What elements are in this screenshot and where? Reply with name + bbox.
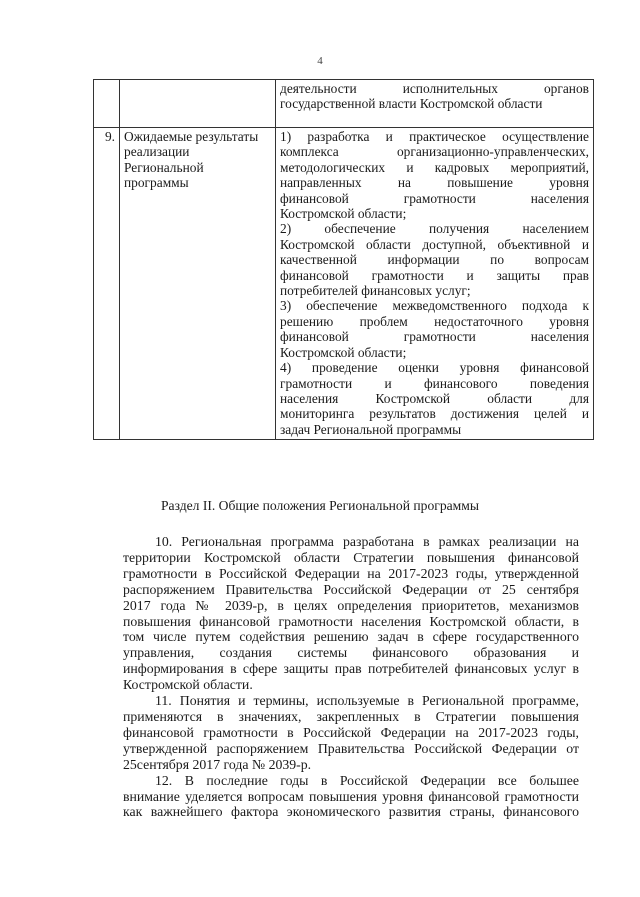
text-line: 10. Региональная программа разработана в рамках реализации на [155, 534, 579, 549]
text-line: повышения финансовой грамотности населения Костромской области, в [123, 613, 579, 629]
row-value-cell [276, 80, 594, 128]
cell-line: Костромской области; [280, 206, 407, 222]
text-line: управления, создания системы финансового образования и [123, 645, 579, 661]
program-passport-table [93, 79, 594, 440]
cell-line: мониторинга результатов достижения целей и [280, 406, 589, 422]
cell-line: комплекса организационно-управленческих, [280, 144, 589, 160]
paragraph-12 [123, 773, 579, 821]
paragraph-11 [123, 693, 579, 773]
cell-line: населения Костромской области для [280, 390, 589, 406]
cell-line: финансовой грамотности населения [280, 190, 589, 206]
row-number-cell: 9. [94, 128, 120, 440]
row-name-cell [120, 128, 276, 440]
row-value-cell [276, 128, 594, 440]
text-line: том числе путем содействия решению задач в сфере государственного [123, 629, 579, 645]
text-line: финансовой грамотности в Российской Федерации на 2017-2023 годы, [123, 724, 579, 740]
text-line: 2017 года № 2039-р, в целях определения приоритетов, механизмов [123, 597, 579, 613]
row-name-cell [120, 80, 276, 128]
page-number: 4 [317, 55, 323, 67]
text-line: 11. Понятия и термины, используемые в Региональной программе, [155, 693, 579, 709]
row-name-line: Региональной [124, 159, 204, 175]
text-line: 12. В последние годы в Российской Федерации все большее [155, 772, 579, 788]
text-line: информирования в сфере защиты прав потребителей финансовых услуг в [123, 661, 579, 677]
cell-line: 1) разработка и практическое осуществление [280, 129, 589, 144]
cell-line: государственной власти Костромской области [280, 96, 543, 112]
text-line: 25сентября 2017 года № 2039-р. [123, 756, 312, 772]
cell-line: 2) обеспечение получения населением [280, 221, 589, 237]
cell-line: финансовой грамотности и защиты прав [280, 267, 589, 283]
cell-line: методологических и кадровых мероприятий, [280, 159, 589, 175]
row-name-line: программы [124, 175, 189, 191]
table-row-9 [94, 128, 594, 440]
text-line: применяются в значениях, закрепленных в Стратегии повышения [123, 708, 579, 724]
cell-line: задач Региональной программы [280, 421, 462, 437]
text-line: утвержденной распоряжением Правительства Российской Федерации от [123, 740, 579, 756]
text-line: внимание уделяется вопросам повышения уровня финансовой грамотности [123, 788, 579, 804]
row-name-line: Ожидаемые результаты [124, 129, 259, 144]
cell-line: грамотности и финансового поведения [280, 375, 589, 391]
cell-line: направленных на повышение уровня [280, 175, 589, 191]
row-number-cell [94, 80, 120, 128]
cell-line: деятельности исполнительных органов [280, 81, 589, 96]
text-line: как важнейшего фактора экономического развития страны, финансового [123, 804, 579, 820]
paragraph-10 [123, 534, 579, 693]
cell-line: Костромской области; [280, 344, 407, 360]
text-line: распоряжением Правительства Российской Федерации от 25 сентября [123, 581, 579, 597]
text-line: Костромской области. [123, 677, 253, 693]
cell-line: Костромской области доступной, объективной и [280, 236, 589, 252]
cell-line: 3) обеспечение межведомственного подхода к [280, 298, 589, 314]
body-text [123, 534, 579, 820]
text-line: грамотности в Российской Федерации на 2017-2023 годы, утвержденной [123, 565, 579, 581]
row-name-line: реализации [124, 144, 190, 160]
cell-line: качественной информации по вопросам [280, 252, 589, 268]
section-title: Раздел II. Общие положения Региональной программы [160, 498, 480, 513]
table-row-continuation [94, 80, 594, 128]
text-line: территории Костромской области Стратегии повышения финансовой [123, 549, 579, 565]
cell-line: потребителей финансовых услуг; [280, 283, 471, 299]
cell-line: решению проблем недостаточного уровня [280, 313, 589, 329]
cell-line: финансовой грамотности населения [280, 329, 589, 345]
cell-line: 4) проведение оценки уровня финансовой [280, 360, 589, 376]
